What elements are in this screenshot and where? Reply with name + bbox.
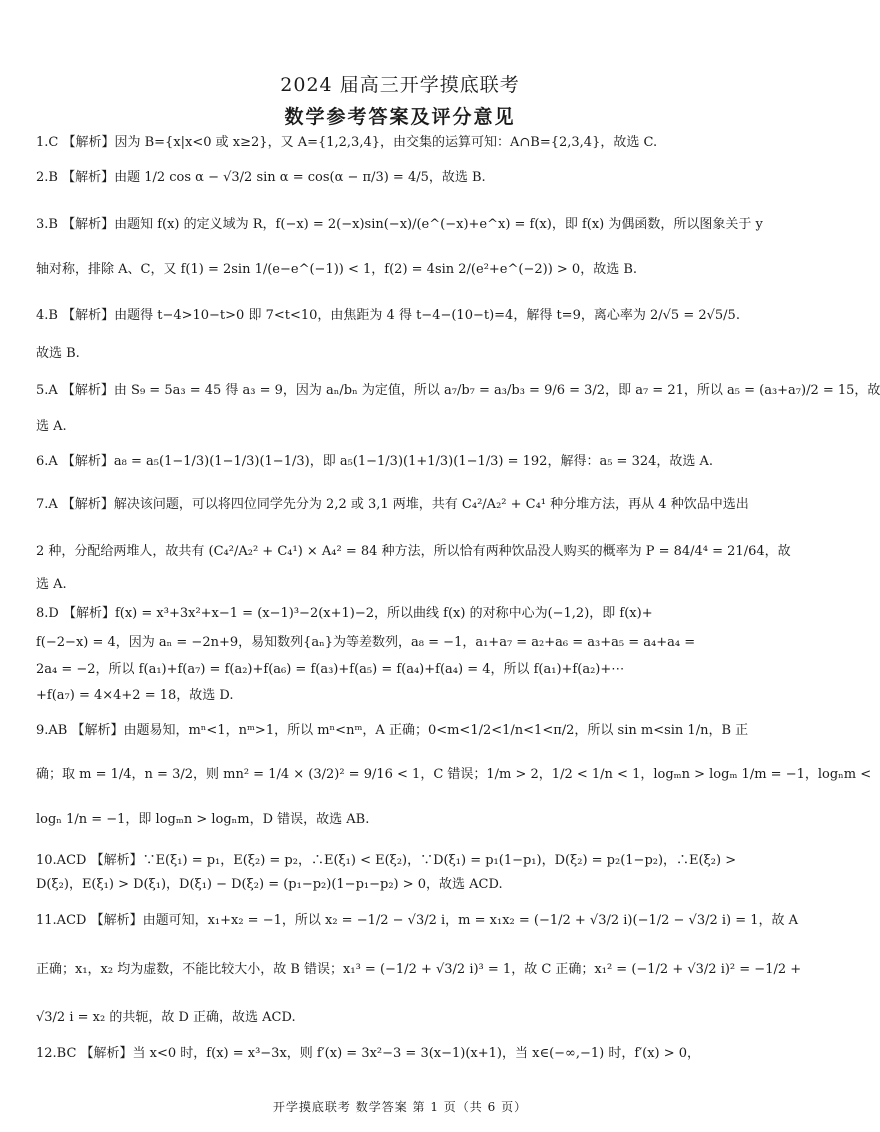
answer-item-7-cont: 2 种，分配给两堆人，故共有 (C₄²/A₂² + C₄¹) × A₄² = 84 种方法，所以恰有两种饮品没人购买的概率为 P = 84/4⁴ = 21/64，故 xyxy=(36,544,791,559)
answer-item-7-cont2: 选 A. xyxy=(36,577,67,592)
answer-item-7: 7.A 【解析】解决该问题，可以将四位同学先分为 2,2 或 3,1 两堆，共有 C₄²/A₂² + C₄¹ 种分堆方法，再从 4 种饮品中选出 xyxy=(36,497,749,512)
answer-item-9-cont2: logₙ 1/n = −1，即 logₘn > logₙm，D 错误，故选 AB. xyxy=(36,812,370,827)
answer-item-10: 10.ACD 【解析】∵E(ξ₁) = p₁，E(ξ₂) = p₂，∴E(ξ₁) < E(ξ₂)，∵D(ξ₁) = p₁(1−p₁)，D(ξ₂) = p₂(1−p₂)，∴E(ξ₂) > xyxy=(36,853,737,868)
answer-item-8: 8.D 【解析】f(x) = x³+3x²+x−1 = (x−1)³−2(x+1)−2，所以曲线 f(x) 的对称中心为(−1,2)，即 f(x)+ xyxy=(36,606,653,621)
answer-item-3-cont: 轴对称，排除 A、C，又 f(1) = 2sin 1/(e−e^(−1)) < 1，f(2) = 4sin 2/(e²+e^(−2)) > 0，故选 B. xyxy=(36,262,638,277)
answer-item-5-cont: 选 A. xyxy=(36,419,67,434)
page-footer: 开学摸底联考 数学答案 第 1 页（共 6 页） xyxy=(272,1100,528,1114)
page-title: 2024 届高三开学摸底联考 xyxy=(280,74,520,96)
answer-item-11-cont2: √3/2 i = x₂ 的共轭，故 D 正确，故选 ACD. xyxy=(36,1010,296,1025)
answer-item-8-cont3: +f(a₇) = 4×4+2 = 18，故选 D. xyxy=(36,688,234,703)
answer-item-1: 1.C 【解析】因为 B={x|x<0 或 x≥2}，又 A={1,2,3,4}，由交集的运算可知：A∩B={2,3,4}，故选 C. xyxy=(36,135,658,150)
answer-item-3: 3.B 【解析】由题知 f(x) 的定义域为 R，f(−x) = 2(−x)sin(−x)/(e^(−x)+e^x) = f(x)，即 f(x) 为偶函数，所以图象关于 y xyxy=(36,217,763,232)
answer-item-5: 5.A 【解析】由 S₉ = 5a₃ = 45 得 a₃ = 9，因为 aₙ/bₙ 为定值，所以 a₇/b₇ = a₃/b₃ = 9/6 = 3/2，即 a₇ = 21，所以 a₅ = (a₃+a₇)/2 = 15，故 xyxy=(36,383,880,398)
answer-item-12: 12.BC 【解析】当 x<0 时，f(x) = x³−3x，则 f′(x) = 3x²−3 = 3(x−1)(x+1)，当 x∈(−∞,−1) 时，f′(x) > 0， xyxy=(36,1046,701,1061)
answer-item-2: 2.B 【解析】由题 1/2 cos α − √3/2 sin α = cos(α − π/3) = 4/5，故选 B. xyxy=(36,170,486,185)
answer-item-8-cont: f(−2−x) = 4，因为 aₙ = −2n+9，易知数列{aₙ}为等差数列，a₈ = −1，a₁+a₇ = a₂+a₆ = a₃+a₅ = a₄+a₄ = xyxy=(36,635,696,650)
answer-item-4: 4.B 【解析】由题得 t−4>10−t>0 即 7<t<10，由焦距为 4 得 t−4−(10−t)=4，解得 t=9，离心率为 2/√5 = 2√5/5. xyxy=(36,308,740,323)
answer-item-9: 9.AB 【解析】由题易知，mⁿ<1，nᵐ>1，所以 mⁿ<nᵐ，A 正确；0<m<1/2<1/n<1<π/2，所以 sin m<sin 1/n，B 正 xyxy=(36,723,749,738)
page-subtitle: 数学参考答案及评分意见 xyxy=(284,106,516,128)
answer-item-10-cont: D(ξ₂)，E(ξ₁) > D(ξ₁)，D(ξ₁) − D(ξ₂) = (p₁−p₂)(1−p₁−p₂) > 0，故选 ACD. xyxy=(36,877,503,892)
answer-item-11-cont: 正确；x₁，x₂ 均为虚数，不能比较大小，故 B 错误；x₁³ = (−1/2 + √3/2 i)³ = 1，故 C 正确；x₁² = (−1/2 + √3/2 i)² = −1/2 + xyxy=(36,962,802,977)
answer-item-9-cont: 确；取 m = 1/4，n = 3/2，则 mn² = 1/4 × (3/2)² = 9/16 < 1，C 错误；1/m > 2，1/2 < 1/n < 1，logₘn > logₘ 1/m = −1，logₙm < xyxy=(36,767,872,782)
answer-item-4-cont: 故选 B. xyxy=(36,346,80,361)
answer-item-6: 6.A 【解析】a₈ = a₅(1−1/3)(1−1/3)(1−1/3)，即 a₅(1−1/3)(1+1/3)(1−1/3) = 192，解得：a₅ = 324，故选 A. xyxy=(36,454,714,469)
answer-item-11: 11.ACD 【解析】由题可知，x₁+x₂ = −1，所以 x₂ = −1/2 − √3/2 i，m = x₁x₂ = (−1/2 + √3/2 i)(−1/2 − √3/2 i) = 1，故 A xyxy=(36,913,799,928)
answer-item-8-cont2: 2a₄ = −2，所以 f(a₁)+f(a₇) = f(a₂)+f(a₆) = f(a₃)+f(a₅) = f(a₄)+f(a₄) = 4，所以 f(a₁)+f(a₂)+⋯ xyxy=(36,662,625,677)
